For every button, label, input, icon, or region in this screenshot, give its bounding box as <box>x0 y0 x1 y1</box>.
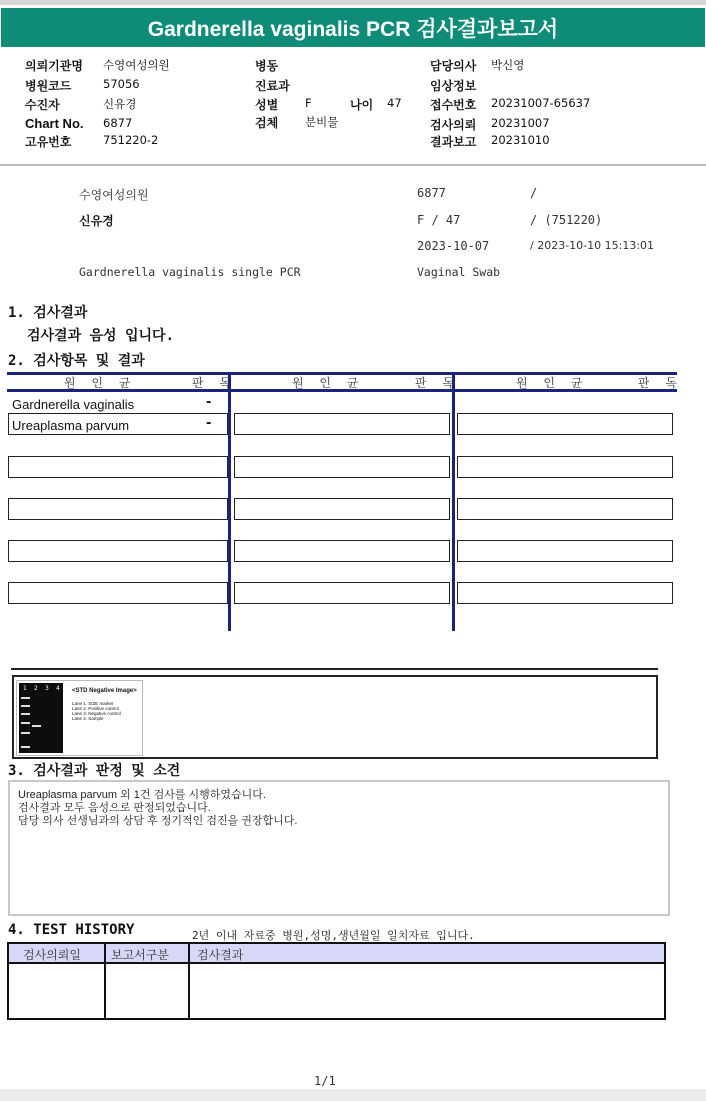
result-cell <box>457 540 673 562</box>
result-cell <box>457 413 673 435</box>
result-verdict: - <box>206 395 212 410</box>
summary-request-date: 2023-10-07 <box>417 239 490 253</box>
result-cell <box>234 582 450 604</box>
header-label: 접수번호 <box>430 98 477 112</box>
result-cell <box>234 413 450 435</box>
result-organism: Ureaplasma parvum <box>12 418 130 433</box>
summary-id: / (751220) <box>530 213 603 227</box>
footer-bar <box>0 1089 706 1101</box>
header-label: 병원코드 <box>25 79 72 93</box>
summary-sex-age: F / 47 <box>417 213 461 227</box>
header-label: 담당의사 <box>430 59 477 73</box>
summary-clinic: 수영여성의원 <box>79 188 149 202</box>
header-value: 751220-2 <box>103 133 159 147</box>
report-title: Gardnerella vaginalis PCR 검사결과보고서 <box>1 8 705 47</box>
opinion-line: 담당 의사 선생님과의 상담 후 정기적인 검진을 권장합니다. <box>18 815 298 827</box>
gel-band <box>21 705 30 707</box>
gel-legend-item: Lane 4. Sample <box>72 716 104 721</box>
gel-band <box>32 725 41 727</box>
gel-image-title: <STD Negative Image> <box>72 688 137 694</box>
result-cell <box>8 498 228 520</box>
summary-chart-no: 6877 <box>417 186 446 200</box>
result-verdict: - <box>206 416 212 431</box>
result-cell <box>8 540 228 562</box>
history-col-header: 보고서구분 <box>111 948 169 962</box>
summary-report-datetime: / 2023-10-10 15:13:01 <box>530 239 655 252</box>
page-number: 1/1 <box>314 1074 336 1088</box>
history-col-header: 검사의뢰일 <box>23 948 81 962</box>
col-header-verdict: 판 독 <box>638 376 683 390</box>
history-col-divider <box>188 944 190 1018</box>
header-value: 47 <box>387 96 402 110</box>
results-table-divider <box>228 372 231 631</box>
header-value: 신유경 <box>103 97 137 111</box>
result-cell <box>8 582 228 604</box>
summary-specimen: Vaginal Swab <box>417 265 501 279</box>
gel-band <box>21 746 30 748</box>
opinion-box <box>8 780 670 916</box>
gel-legend-item: Lane 1. SIZE marker <box>72 701 114 706</box>
history-table-header <box>9 944 664 964</box>
header-divider <box>0 164 706 166</box>
gel-band <box>21 697 30 699</box>
header-value: 박신영 <box>491 58 525 72</box>
gel-band <box>21 722 30 724</box>
history-table <box>7 942 666 1020</box>
col-header-organism: 원 인 균 <box>292 376 365 390</box>
col-header-verdict: 판 독 <box>415 376 460 390</box>
result-cell <box>457 456 673 478</box>
result-cell <box>457 582 673 604</box>
header-label: 진료과 <box>255 79 290 93</box>
header-label: 검사의뢰 <box>430 118 477 132</box>
gel-lane-label: 1 <box>23 685 27 692</box>
header-value: 57056 <box>103 77 140 91</box>
gel-legend-item: Lane 3. Negative control <box>72 711 121 716</box>
overall-result: 검사결과 음성 입니다. <box>27 328 175 344</box>
header-value: F <box>305 96 312 110</box>
result-cell <box>8 456 228 478</box>
header-label: 의뢰기관명 <box>25 59 83 73</box>
header-label: 검체 <box>255 116 279 130</box>
top-rule <box>0 0 706 5</box>
result-cell <box>457 498 673 520</box>
header-value: 20231007-65637 <box>491 96 591 110</box>
header-label: 결과보고 <box>430 135 477 149</box>
image-top-rule <box>11 668 658 670</box>
col-header-verdict: 판 독 <box>192 376 237 390</box>
section-2-title: 2. 검사항목 및 결과 <box>8 353 145 369</box>
opinion-line: 검사결과 모두 음성으로 판정되었습니다. <box>18 802 211 814</box>
col-header-organism: 원 인 균 <box>516 376 589 390</box>
summary-patient: 신유경 <box>79 214 114 228</box>
header-value: 수영여성의원 <box>103 58 170 72</box>
gel-band <box>21 713 30 715</box>
header-value: 20231010 <box>491 133 550 147</box>
gel-legend-item: Lane 2. Positive control <box>72 706 119 711</box>
history-col-header: 검사결과 <box>197 948 244 962</box>
gel-lane-label: 3 <box>45 685 49 692</box>
header-label: Chart No. <box>25 116 84 131</box>
header-value: 6877 <box>103 116 133 130</box>
gel-band <box>21 732 30 734</box>
section-1-title: 1. 검사결과 <box>8 305 88 321</box>
result-cell <box>234 540 450 562</box>
history-col-divider <box>104 944 106 1018</box>
gel-lane-label: 4 <box>56 685 60 692</box>
result-cell <box>234 498 450 520</box>
history-note: 2년 이내 자료중 병원,성명,생년월일 일치자료 입니다. <box>192 929 475 942</box>
header-label: 임상정보 <box>430 79 477 93</box>
summary-test-name: Gardnerella vaginalis single PCR <box>79 265 301 279</box>
summary-slash: / <box>530 186 538 200</box>
col-header-organism: 원 인 균 <box>64 376 137 390</box>
header-value: 분비물 <box>305 115 339 129</box>
section-3-title: 3. 검사결과 판정 및 소견 <box>8 763 181 779</box>
header-label: 병동 <box>255 59 279 73</box>
header-label: 고유번호 <box>25 135 72 149</box>
header-value: 20231007 <box>491 116 550 130</box>
patient-info-header <box>0 50 706 166</box>
gel-lane-label: 2 <box>34 685 38 692</box>
results-table-divider <box>452 372 455 631</box>
opinion-line: Ureaplasma parvum 외 1건 검사를 시행하였습니다. <box>18 789 266 801</box>
gel-electrophoresis-image <box>19 683 63 753</box>
result-organism: Gardnerella vaginalis <box>12 397 135 412</box>
section-4-title: 4. TEST HISTORY <box>8 922 135 938</box>
header-label: 나이 <box>350 98 374 112</box>
result-cell <box>234 456 450 478</box>
header-label: 수진자 <box>25 98 60 112</box>
header-label: 성별 <box>255 98 279 112</box>
